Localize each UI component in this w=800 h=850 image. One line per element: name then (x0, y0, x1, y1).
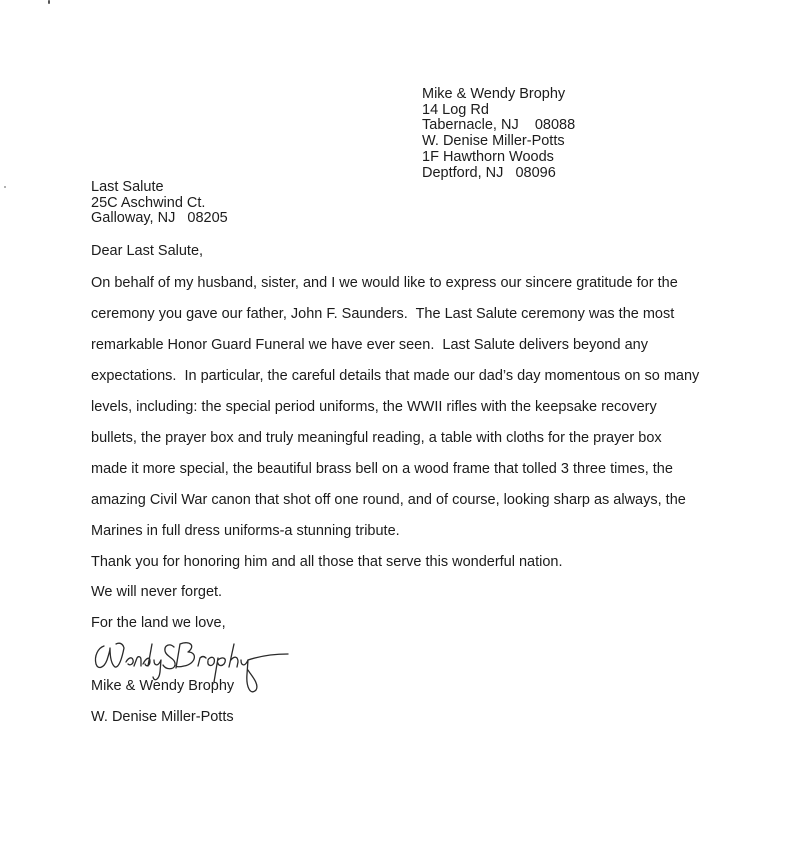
signer-name: W. Denise Miller-Potts (91, 709, 234, 725)
body-line: amazing Civil War canon that shot off one round, and of course, looking sharp as always, the (91, 492, 686, 508)
sender-address-line: W. Denise Miller-Potts (422, 133, 565, 150)
sender-address-line: 1F Hawthorn Woods (422, 148, 554, 165)
signer-name: Mike & Wendy Brophy (91, 678, 235, 694)
body-line: Marines in full dress uniforms-a stunning tribute. (91, 523, 400, 539)
closing-thanks: Thank you for honoring him and all those that serve this wonderful nation. (91, 554, 563, 570)
body-line: bullets, the prayer box and truly meaningful reading, a table with cloths for the prayer box (91, 430, 662, 446)
sender-address-line: Mike & Wendy Brophy (422, 86, 566, 102)
recipient-address (91, 180, 228, 227)
closing-sign-off: For the land we love, (91, 615, 226, 631)
body-line: On behalf of my husband, sister, and I we would like to express our sincere gratitude for the (91, 275, 678, 291)
body-line: made it more special, the beautiful brass bell on a wood frame that tolled 3 three times, the (91, 461, 673, 477)
body-line: remarkable Honor Guard Funeral we have ever seen. Last Salute delivers beyond any (91, 337, 648, 353)
body-line: expectations. In particular, the careful details that made our dad’s day momentous on so many (91, 368, 700, 384)
letter-body (91, 268, 731, 547)
sender-address (422, 87, 575, 181)
body-line: ceremony you gave our father, John F. Saunders. The Last Salute ceremony was the most (91, 306, 675, 322)
body-line: levels, including: the special period uniforms, the WWII rifles with the keepsake recovery (91, 399, 657, 415)
sender-address-line: 14 Log Rd (422, 101, 489, 118)
recipient-address-line: 25C Aschwind Ct. (91, 194, 206, 211)
scan-speck (4, 186, 6, 188)
salutation: Dear Last Salute, (91, 243, 204, 259)
closing-never-forget: We will never forget. (91, 584, 223, 600)
recipient-address-line: Last Salute (91, 179, 164, 195)
recipient-address-line: Galloway, NJ 08205 (91, 210, 228, 227)
sender-address-line: Deptford, NJ 08096 (422, 164, 556, 181)
scan-speck (48, 0, 50, 4)
sender-address-line: Tabernacle, NJ 08088 (422, 117, 576, 134)
